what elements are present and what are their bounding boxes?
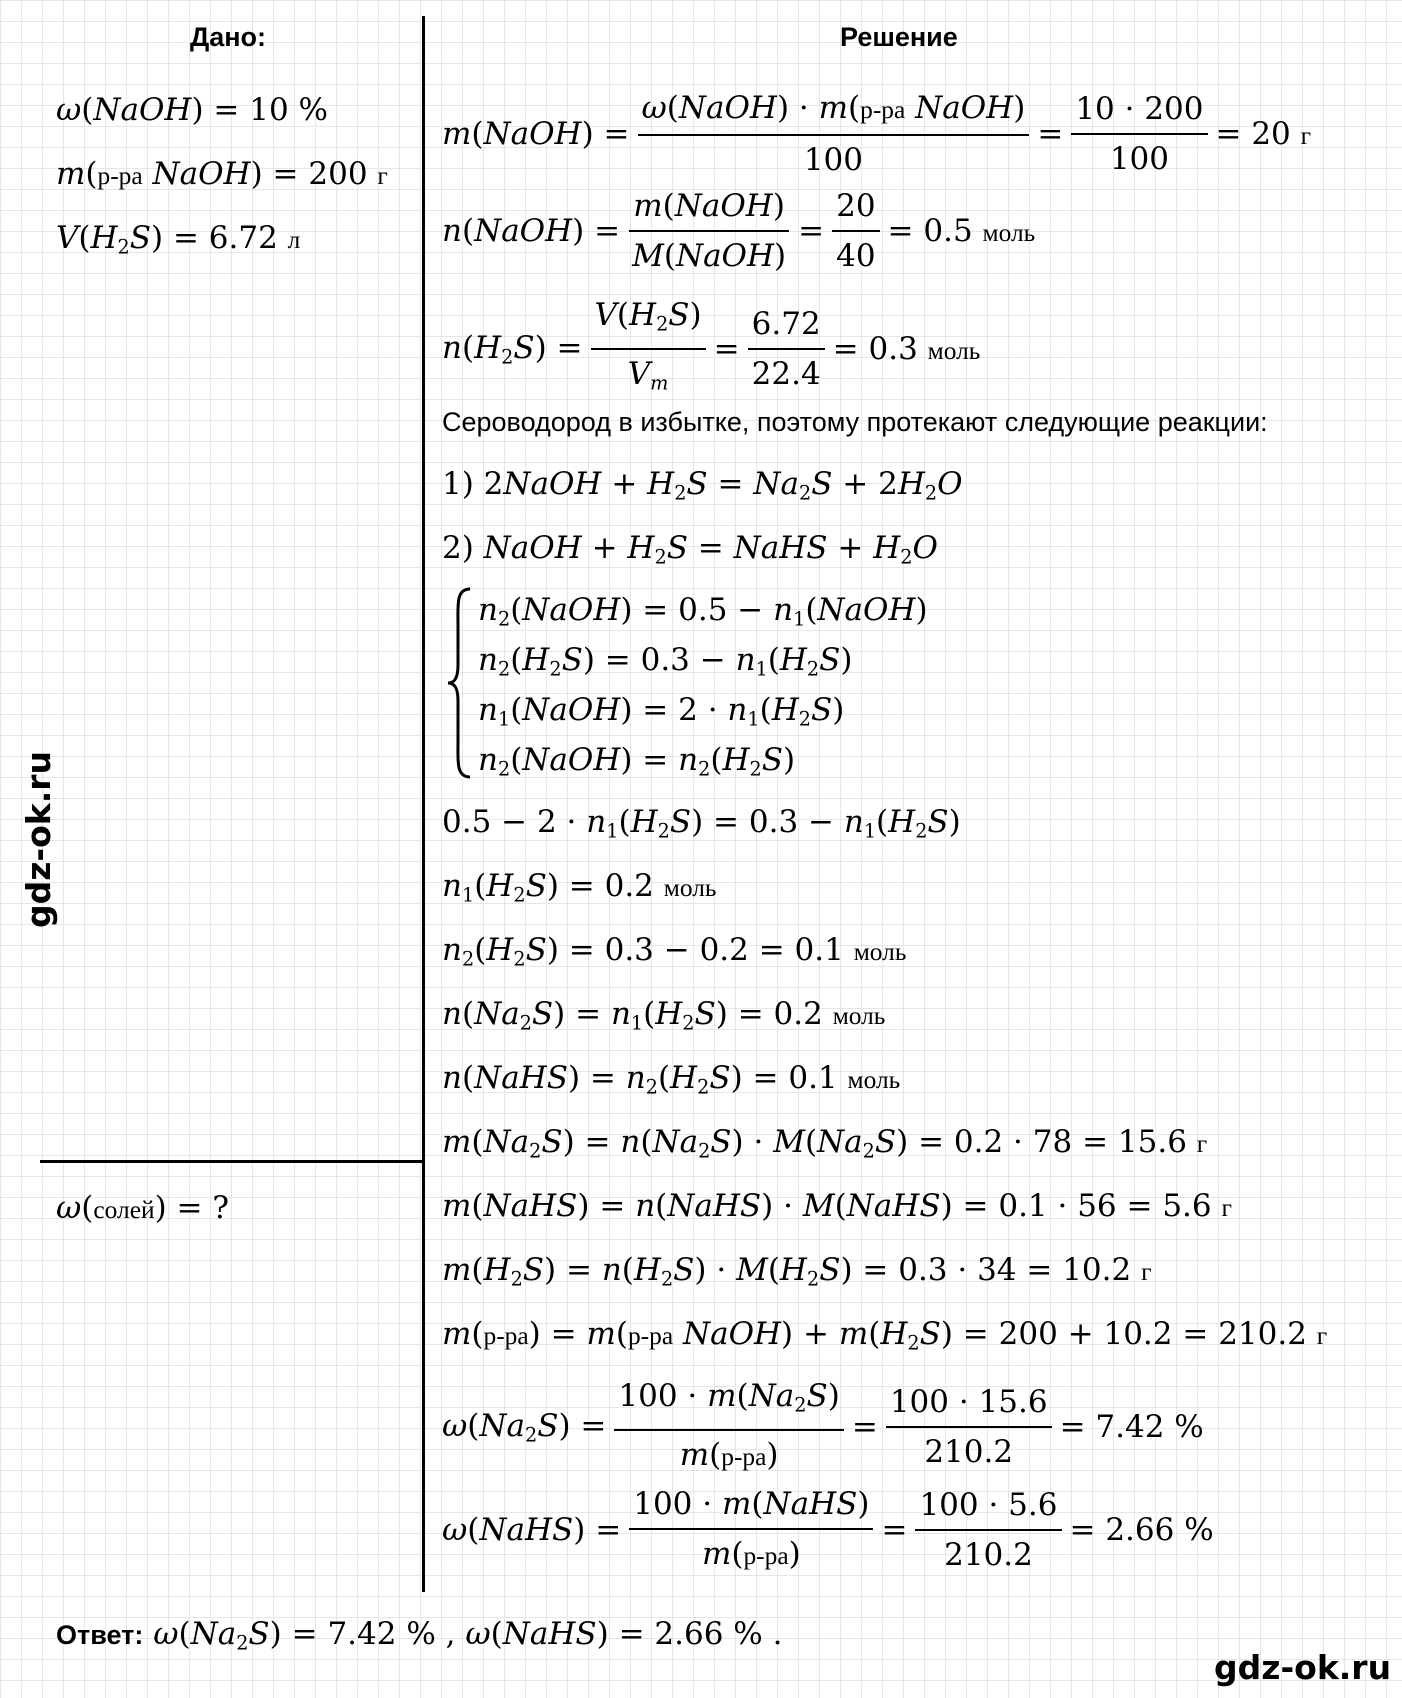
watermark-bottom: gdz-ok.ru bbox=[1214, 1648, 1392, 1687]
equation-moles-naoh: n(NaOH) = $\frac{\text{m(NaOH)}}{\text{M(NaOH)}}$ = $\frac{20}{40}$ = 0.5 моль bbox=[442, 188, 1036, 274]
solution-line: $n_1(H_2S) = 0.2$ моль bbox=[442, 868, 717, 907]
answer-label: Ответ: bbox=[56, 1620, 144, 1650]
system-line: $n_2(NaOH) = 0.5$ − $n_1(NaOH)$ bbox=[478, 592, 928, 631]
solution-line: $m(Na_2S) = n(Na_2S) \cdot M(Na_2S) = 0.2 \cdot 78 = 15.6$ г bbox=[442, 1124, 1208, 1163]
horizontal-divider bbox=[40, 1160, 424, 1163]
given-item: m(р-ра NaOH) = 200 г bbox=[56, 156, 388, 192]
answer: Ответ: $\omega(Na_2S) = 7.42$ % , ω(NaHS) = 2.66 % . bbox=[56, 1616, 783, 1655]
given-item: ω(NaOH) = 10 % bbox=[56, 92, 328, 128]
solution-line: m(р-ра) = m(р-ра NaOH) + $m(H_2S) = 200 + 10.2 = 210.2$ г bbox=[442, 1316, 1328, 1355]
given-item: $V(H_2S) = 6.72$ л bbox=[56, 220, 301, 259]
equation-fraction-na2s: $\omega(Na_2S)$ = $\frac{100 \cdot m(Na_2S)}{m(р-ра)}$ = $\frac{100 \cdot 15.6}{210.2}$ = 7.42 % bbox=[442, 1378, 1204, 1474]
solution-line: n(NaHS) = $n_2(H_2S) = 0.1$ моль bbox=[442, 1060, 901, 1099]
header-given: Дано: bbox=[190, 22, 267, 52]
system-brace bbox=[444, 585, 474, 781]
equation-fraction-nahs: ω(NaHS) = $\frac{\text{100 · m(NaHS)}}{m(р-ра)}$ = $\frac{100 \cdot 5.6}{210.2}$ = 2.66 % bbox=[442, 1486, 1214, 1573]
system-line: $n_2(H_2S) = 0.3 - n_1(H_2S)$ bbox=[478, 642, 853, 681]
solution-line: m(NaHS) = n(NaHS) · M(NaHS) = 0.1 · 56 = 5.6 г bbox=[442, 1188, 1232, 1224]
find-item: ω(солей) = ? bbox=[56, 1190, 229, 1226]
reaction-2: 2) NaOH + $H_2S$ = NaHS + $H_2O$ bbox=[442, 530, 938, 569]
watermark-vertical: gdz-ok.ru bbox=[19, 750, 59, 929]
solution-line: $0.5 - 2 \cdot n_1(H_2S) = 0.3 - n_1(H_2S)$ bbox=[442, 804, 961, 843]
header-solution: Решение bbox=[840, 22, 958, 52]
equation-moles-h2s: $n(H_2S)$ = $\frac{V(H_2S)}{V_m}$ = $\frac{6.72}{22.4}$ = 0.3 моль bbox=[442, 297, 981, 395]
system-line: $n_2(NaOH) = n_2(H_2S)$ bbox=[478, 742, 796, 781]
explanation-text: Сероводород в избытке, поэтому протекают следующие реакции: bbox=[442, 407, 1268, 437]
solution-line: $m(H_2S) = n(H_2S) \cdot M(H_2S) = 0.3 \cdot 34 = 10.2$ г bbox=[442, 1252, 1152, 1291]
reaction-1: 1) 2NaOH + $H_2S = Na_2S + 2H_2O$ bbox=[442, 466, 963, 505]
solution-line: $n_2(H_2S) = 0.3 - 0.2 = 0.1$ моль bbox=[442, 932, 907, 971]
system-line: $n_1(NaOH) = 2 \cdot n_1(H_2S)$ bbox=[478, 692, 845, 731]
solution-line: $n(Na_2S) = n_1(H_2S) = 0.2$ моль bbox=[442, 996, 886, 1035]
equation-mass-naoh: m(NaOH) = $\frac{\text{ω(NaOH) · m(р-ра NaOH)}}{100}$ = $\frac{10 \cdot 200}{100}$ = 20 г bbox=[442, 90, 1312, 178]
vertical-divider bbox=[422, 16, 425, 1592]
